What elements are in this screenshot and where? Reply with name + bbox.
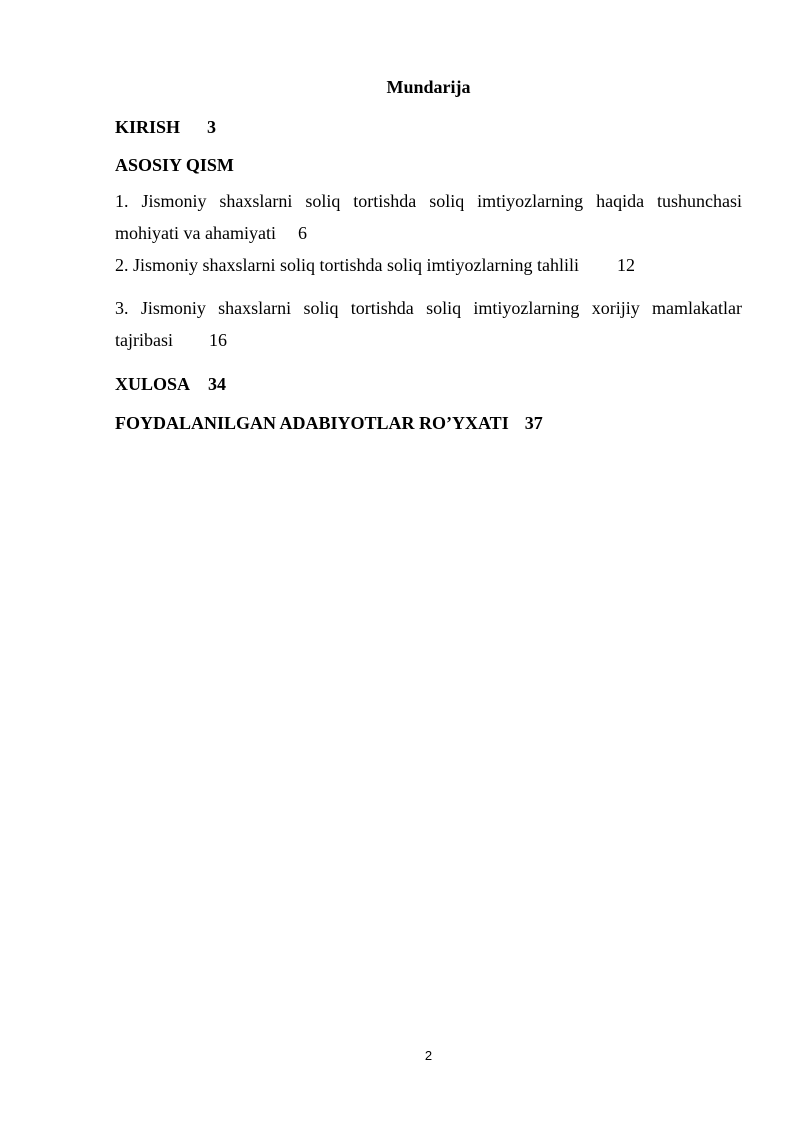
toc-entry-page: 12 <box>616 255 635 275</box>
toc-entry-page: 34 <box>208 374 227 394</box>
toc-entry-references <box>115 412 543 434</box>
toc-entry-2 <box>115 254 635 276</box>
toc-entry-main-part <box>115 154 234 176</box>
toc-entry-label: 2. Jismoniy shaxslarni soliq tortishda soliq imtiyozlarning tahlili <box>115 255 579 275</box>
toc-entry-conclusion <box>115 373 226 395</box>
page-number: 2 <box>424 1048 433 1063</box>
toc-title: Mundarija <box>386 77 471 97</box>
toc-entry-page: 16 <box>208 330 227 350</box>
toc-entry-label: KIRISH <box>115 117 181 137</box>
toc-entry-introduction <box>115 116 216 138</box>
toc-entry-1-line1: 1. Jismoniy shaxslarni soliq tortishda soliq imtiyozlarning haqida tushunchasi <box>115 191 742 211</box>
toc-entry-page: 37 <box>524 413 543 433</box>
toc-entry-label: XULOSA <box>115 374 191 394</box>
toc-entry-page: 6 <box>297 223 307 243</box>
toc-entry-3-line1: 3. Jismoniy shaxslarni soliq tortishda soliq imtiyozlarning xorijiy mamlakatlar <box>115 298 742 318</box>
toc-entry-label: FOYDALANILGAN ADABIYOTLAR RO’YXATI <box>115 413 509 433</box>
toc-entry-page: 3 <box>207 117 217 137</box>
toc-entry-1-line2 <box>115 222 307 244</box>
toc-entry-label: mohiyati va ahamiyati <box>115 223 276 243</box>
toc-entry-label: tajribasi <box>115 330 173 350</box>
toc-entry-label: ASOSIY QISM <box>115 155 234 175</box>
toc-entry-3-line2 <box>115 329 227 351</box>
